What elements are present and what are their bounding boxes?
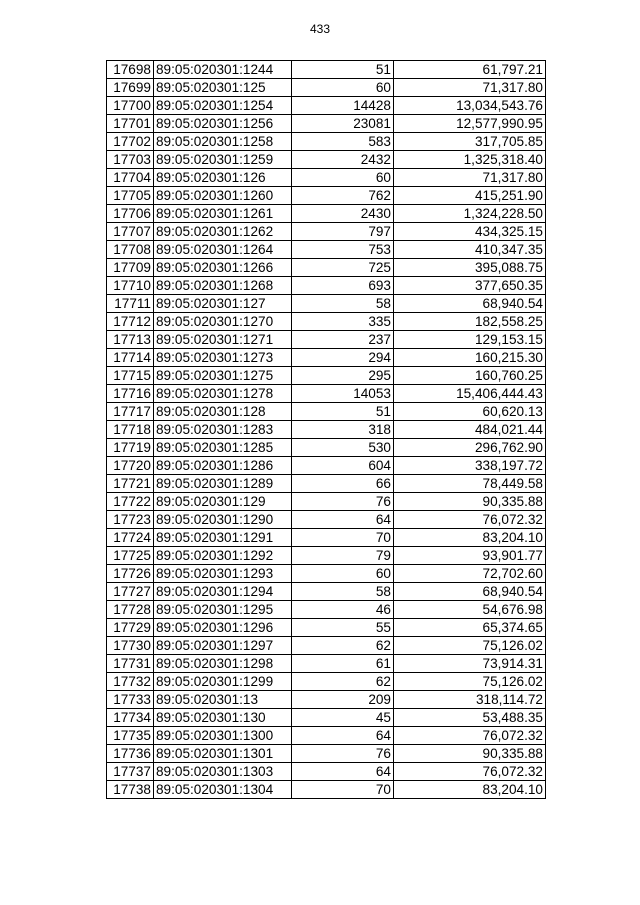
table-row bbox=[107, 115, 546, 133]
cadastral-number-cell: 89:05:020301:1300 bbox=[154, 727, 292, 745]
cadastral-number-cell: 89:05:020301:1271 bbox=[154, 331, 292, 349]
cadastral-number-cell: 89:05:020301:1293 bbox=[154, 565, 292, 583]
cadastral-value-cell: 338,197.72 bbox=[394, 457, 546, 475]
table-row bbox=[107, 727, 546, 745]
row-number-cell: 17735 bbox=[107, 727, 154, 745]
area-cell: 14053 bbox=[292, 385, 394, 403]
row-number-cell: 17727 bbox=[107, 583, 154, 601]
cadastral-value-cell: 78,449.58 bbox=[394, 475, 546, 493]
row-number-cell: 17722 bbox=[107, 493, 154, 511]
row-number-cell: 17700 bbox=[107, 97, 154, 115]
table-row bbox=[107, 205, 546, 223]
cadastral-number-cell: 89:05:020301:1273 bbox=[154, 349, 292, 367]
area-cell: 62 bbox=[292, 673, 394, 691]
cadastral-value-cell: 73,914.31 bbox=[394, 655, 546, 673]
area-cell: 76 bbox=[292, 745, 394, 763]
cadastral-number-cell: 89:05:020301:1264 bbox=[154, 241, 292, 259]
table-row bbox=[107, 745, 546, 763]
area-cell: 14428 bbox=[292, 97, 394, 115]
row-number-cell: 17701 bbox=[107, 115, 154, 133]
row-number-cell: 17698 bbox=[107, 61, 154, 79]
area-cell: 294 bbox=[292, 349, 394, 367]
cadastral-number-cell: 89:05:020301:129 bbox=[154, 493, 292, 511]
row-number-cell: 17710 bbox=[107, 277, 154, 295]
cadastral-number-cell: 89:05:020301:1260 bbox=[154, 187, 292, 205]
area-cell: 604 bbox=[292, 457, 394, 475]
row-number-cell: 17709 bbox=[107, 259, 154, 277]
area-cell: 60 bbox=[292, 79, 394, 97]
cadastral-value-cell: 317,705.85 bbox=[394, 133, 546, 151]
cadastral-number-cell: 89:05:020301:1259 bbox=[154, 151, 292, 169]
area-cell: 79 bbox=[292, 547, 394, 565]
table-row bbox=[107, 97, 546, 115]
area-cell: 66 bbox=[292, 475, 394, 493]
table-row bbox=[107, 385, 546, 403]
cadastral-value-cell: 377,650.35 bbox=[394, 277, 546, 295]
table-row bbox=[107, 547, 546, 565]
cadastral-value-table bbox=[106, 60, 546, 799]
row-number-cell: 17729 bbox=[107, 619, 154, 637]
table-row bbox=[107, 169, 546, 187]
row-number-cell: 17704 bbox=[107, 169, 154, 187]
table-row bbox=[107, 511, 546, 529]
area-cell: 62 bbox=[292, 637, 394, 655]
table-row bbox=[107, 421, 546, 439]
table-row bbox=[107, 151, 546, 169]
cadastral-value-cell: 182,558.25 bbox=[394, 313, 546, 331]
table-row bbox=[107, 691, 546, 709]
cadastral-value-cell: 90,335.88 bbox=[394, 493, 546, 511]
cadastral-value-cell: 13,034,543.76 bbox=[394, 97, 546, 115]
cadastral-number-cell: 89:05:020301:1289 bbox=[154, 475, 292, 493]
cadastral-value-cell: 71,317.80 bbox=[394, 169, 546, 187]
area-cell: 295 bbox=[292, 367, 394, 385]
table-row bbox=[107, 601, 546, 619]
cadastral-value-cell: 410,347.35 bbox=[394, 241, 546, 259]
area-cell: 45 bbox=[292, 709, 394, 727]
table-row bbox=[107, 241, 546, 259]
table-row bbox=[107, 277, 546, 295]
cadastral-number-cell: 89:05:020301:1278 bbox=[154, 385, 292, 403]
table-row bbox=[107, 349, 546, 367]
area-cell: 64 bbox=[292, 511, 394, 529]
cadastral-number-cell: 89:05:020301:1294 bbox=[154, 583, 292, 601]
area-cell: 209 bbox=[292, 691, 394, 709]
row-number-cell: 17717 bbox=[107, 403, 154, 421]
cadastral-value-cell: 434,325.15 bbox=[394, 223, 546, 241]
cadastral-value-cell: 75,126.02 bbox=[394, 673, 546, 691]
cadastral-number-cell: 89:05:020301:1304 bbox=[154, 781, 292, 799]
cadastral-value-cell: 76,072.32 bbox=[394, 727, 546, 745]
cadastral-value-cell: 53,488.35 bbox=[394, 709, 546, 727]
row-number-cell: 17713 bbox=[107, 331, 154, 349]
table-row bbox=[107, 583, 546, 601]
table-row bbox=[107, 637, 546, 655]
cadastral-value-cell: 54,676.98 bbox=[394, 601, 546, 619]
area-cell: 2432 bbox=[292, 151, 394, 169]
area-cell: 58 bbox=[292, 295, 394, 313]
table-row bbox=[107, 403, 546, 421]
row-number-cell: 17724 bbox=[107, 529, 154, 547]
row-number-cell: 17723 bbox=[107, 511, 154, 529]
row-number-cell: 17719 bbox=[107, 439, 154, 457]
row-number-cell: 17705 bbox=[107, 187, 154, 205]
cadastral-number-cell: 89:05:020301:128 bbox=[154, 403, 292, 421]
cadastral-number-cell: 89:05:020301:1285 bbox=[154, 439, 292, 457]
table-row bbox=[107, 367, 546, 385]
row-number-cell: 17714 bbox=[107, 349, 154, 367]
cadastral-number-cell: 89:05:020301:1299 bbox=[154, 673, 292, 691]
table-row bbox=[107, 529, 546, 547]
cadastral-number-cell: 89:05:020301:127 bbox=[154, 295, 292, 313]
row-number-cell: 17703 bbox=[107, 151, 154, 169]
cadastral-number-cell: 89:05:020301:1244 bbox=[154, 61, 292, 79]
table-row bbox=[107, 475, 546, 493]
row-number-cell: 17734 bbox=[107, 709, 154, 727]
area-cell: 762 bbox=[292, 187, 394, 205]
cadastral-value-cell: 83,204.10 bbox=[394, 529, 546, 547]
area-cell: 23081 bbox=[292, 115, 394, 133]
area-cell: 725 bbox=[292, 259, 394, 277]
area-cell: 58 bbox=[292, 583, 394, 601]
table-row bbox=[107, 259, 546, 277]
cadastral-value-cell: 83,204.10 bbox=[394, 781, 546, 799]
cadastral-value-cell: 129,153.15 bbox=[394, 331, 546, 349]
area-cell: 797 bbox=[292, 223, 394, 241]
row-number-cell: 17736 bbox=[107, 745, 154, 763]
area-cell: 46 bbox=[292, 601, 394, 619]
table-body bbox=[107, 61, 546, 799]
area-cell: 237 bbox=[292, 331, 394, 349]
area-cell: 318 bbox=[292, 421, 394, 439]
row-number-cell: 17712 bbox=[107, 313, 154, 331]
cadastral-value-cell: 15,406,444.43 bbox=[394, 385, 546, 403]
cadastral-value-cell: 61,797.21 bbox=[394, 61, 546, 79]
cadastral-value-cell: 71,317.80 bbox=[394, 79, 546, 97]
cadastral-value-cell: 12,577,990.95 bbox=[394, 115, 546, 133]
row-number-cell: 17702 bbox=[107, 133, 154, 151]
row-number-cell: 17716 bbox=[107, 385, 154, 403]
cadastral-number-cell: 89:05:020301:1298 bbox=[154, 655, 292, 673]
table-row bbox=[107, 457, 546, 475]
cadastral-value-cell: 76,072.32 bbox=[394, 511, 546, 529]
area-cell: 51 bbox=[292, 61, 394, 79]
table-row bbox=[107, 493, 546, 511]
table-row bbox=[107, 295, 546, 313]
area-cell: 51 bbox=[292, 403, 394, 421]
cadastral-number-cell: 89:05:020301:1286 bbox=[154, 457, 292, 475]
table-row bbox=[107, 673, 546, 691]
row-number-cell: 17699 bbox=[107, 79, 154, 97]
cadastral-value-cell: 65,374.65 bbox=[394, 619, 546, 637]
row-number-cell: 17737 bbox=[107, 763, 154, 781]
table-row bbox=[107, 709, 546, 727]
cadastral-value-cell: 68,940.54 bbox=[394, 295, 546, 313]
row-number-cell: 17738 bbox=[107, 781, 154, 799]
cadastral-number-cell: 89:05:020301:1303 bbox=[154, 763, 292, 781]
area-cell: 60 bbox=[292, 565, 394, 583]
area-cell: 335 bbox=[292, 313, 394, 331]
cadastral-number-cell: 89:05:020301:1268 bbox=[154, 277, 292, 295]
cadastral-value-cell: 76,072.32 bbox=[394, 763, 546, 781]
cadastral-value-cell: 93,901.77 bbox=[394, 547, 546, 565]
row-number-cell: 17711 bbox=[107, 295, 154, 313]
row-number-cell: 17708 bbox=[107, 241, 154, 259]
table-row bbox=[107, 763, 546, 781]
cadastral-value-cell: 484,021.44 bbox=[394, 421, 546, 439]
cadastral-number-cell: 89:05:020301:1301 bbox=[154, 745, 292, 763]
row-number-cell: 17733 bbox=[107, 691, 154, 709]
row-number-cell: 17732 bbox=[107, 673, 154, 691]
cadastral-value-cell: 68,940.54 bbox=[394, 583, 546, 601]
cadastral-number-cell: 89:05:020301:1291 bbox=[154, 529, 292, 547]
row-number-cell: 17720 bbox=[107, 457, 154, 475]
cadastral-value-cell: 1,324,228.50 bbox=[394, 205, 546, 223]
cadastral-value-cell: 60,620.13 bbox=[394, 403, 546, 421]
row-number-cell: 17725 bbox=[107, 547, 154, 565]
area-cell: 530 bbox=[292, 439, 394, 457]
cadastral-number-cell: 89:05:020301:13 bbox=[154, 691, 292, 709]
table-row bbox=[107, 223, 546, 241]
table-row bbox=[107, 565, 546, 583]
table-row bbox=[107, 133, 546, 151]
area-cell: 2430 bbox=[292, 205, 394, 223]
area-cell: 70 bbox=[292, 781, 394, 799]
cadastral-value-cell: 75,126.02 bbox=[394, 637, 546, 655]
table-row bbox=[107, 619, 546, 637]
page-number: 433 bbox=[309, 22, 331, 36]
cadastral-value-cell: 296,762.90 bbox=[394, 439, 546, 457]
cadastral-number-cell: 89:05:020301:1292 bbox=[154, 547, 292, 565]
table-row bbox=[107, 655, 546, 673]
cadastral-number-cell: 89:05:020301:1283 bbox=[154, 421, 292, 439]
cadastral-number-cell: 89:05:020301:1297 bbox=[154, 637, 292, 655]
cadastral-number-cell: 89:05:020301:125 bbox=[154, 79, 292, 97]
area-cell: 61 bbox=[292, 655, 394, 673]
row-number-cell: 17706 bbox=[107, 205, 154, 223]
area-cell: 583 bbox=[292, 133, 394, 151]
table-row bbox=[107, 439, 546, 457]
area-cell: 70 bbox=[292, 529, 394, 547]
cadastral-value-cell: 160,215.30 bbox=[394, 349, 546, 367]
table-row bbox=[107, 781, 546, 799]
row-number-cell: 17715 bbox=[107, 367, 154, 385]
cadastral-value-cell: 160,760.25 bbox=[394, 367, 546, 385]
cadastral-number-cell: 89:05:020301:1262 bbox=[154, 223, 292, 241]
cadastral-number-cell: 89:05:020301:1261 bbox=[154, 205, 292, 223]
row-number-cell: 17728 bbox=[107, 601, 154, 619]
cadastral-number-cell: 89:05:020301:1258 bbox=[154, 133, 292, 151]
row-number-cell: 17718 bbox=[107, 421, 154, 439]
cadastral-value-cell: 395,088.75 bbox=[394, 259, 546, 277]
cadastral-value-cell: 90,335.88 bbox=[394, 745, 546, 763]
table-row bbox=[107, 313, 546, 331]
area-cell: 64 bbox=[292, 727, 394, 745]
row-number-cell: 17730 bbox=[107, 637, 154, 655]
cadastral-value-cell: 415,251.90 bbox=[394, 187, 546, 205]
area-cell: 693 bbox=[292, 277, 394, 295]
cadastral-number-cell: 89:05:020301:1270 bbox=[154, 313, 292, 331]
cadastral-number-cell: 89:05:020301:1290 bbox=[154, 511, 292, 529]
cadastral-number-cell: 89:05:020301:1296 bbox=[154, 619, 292, 637]
cadastral-number-cell: 89:05:020301:1256 bbox=[154, 115, 292, 133]
area-cell: 60 bbox=[292, 169, 394, 187]
cadastral-number-cell: 89:05:020301:1254 bbox=[154, 97, 292, 115]
cadastral-number-cell: 89:05:020301:126 bbox=[154, 169, 292, 187]
table-row bbox=[107, 187, 546, 205]
row-number-cell: 17731 bbox=[107, 655, 154, 673]
cadastral-value-cell: 1,325,318.40 bbox=[394, 151, 546, 169]
cadastral-number-cell: 89:05:020301:1266 bbox=[154, 259, 292, 277]
row-number-cell: 17726 bbox=[107, 565, 154, 583]
table-row bbox=[107, 79, 546, 97]
row-number-cell: 17721 bbox=[107, 475, 154, 493]
cadastral-number-cell: 89:05:020301:130 bbox=[154, 709, 292, 727]
area-cell: 76 bbox=[292, 493, 394, 511]
row-number-cell: 17707 bbox=[107, 223, 154, 241]
area-cell: 55 bbox=[292, 619, 394, 637]
cadastral-value-cell: 318,114.72 bbox=[394, 691, 546, 709]
cadastral-number-cell: 89:05:020301:1275 bbox=[154, 367, 292, 385]
cadastral-value-cell: 72,702.60 bbox=[394, 565, 546, 583]
table-row bbox=[107, 61, 546, 79]
cadastral-number-cell: 89:05:020301:1295 bbox=[154, 601, 292, 619]
area-cell: 753 bbox=[292, 241, 394, 259]
area-cell: 64 bbox=[292, 763, 394, 781]
table-row bbox=[107, 331, 546, 349]
